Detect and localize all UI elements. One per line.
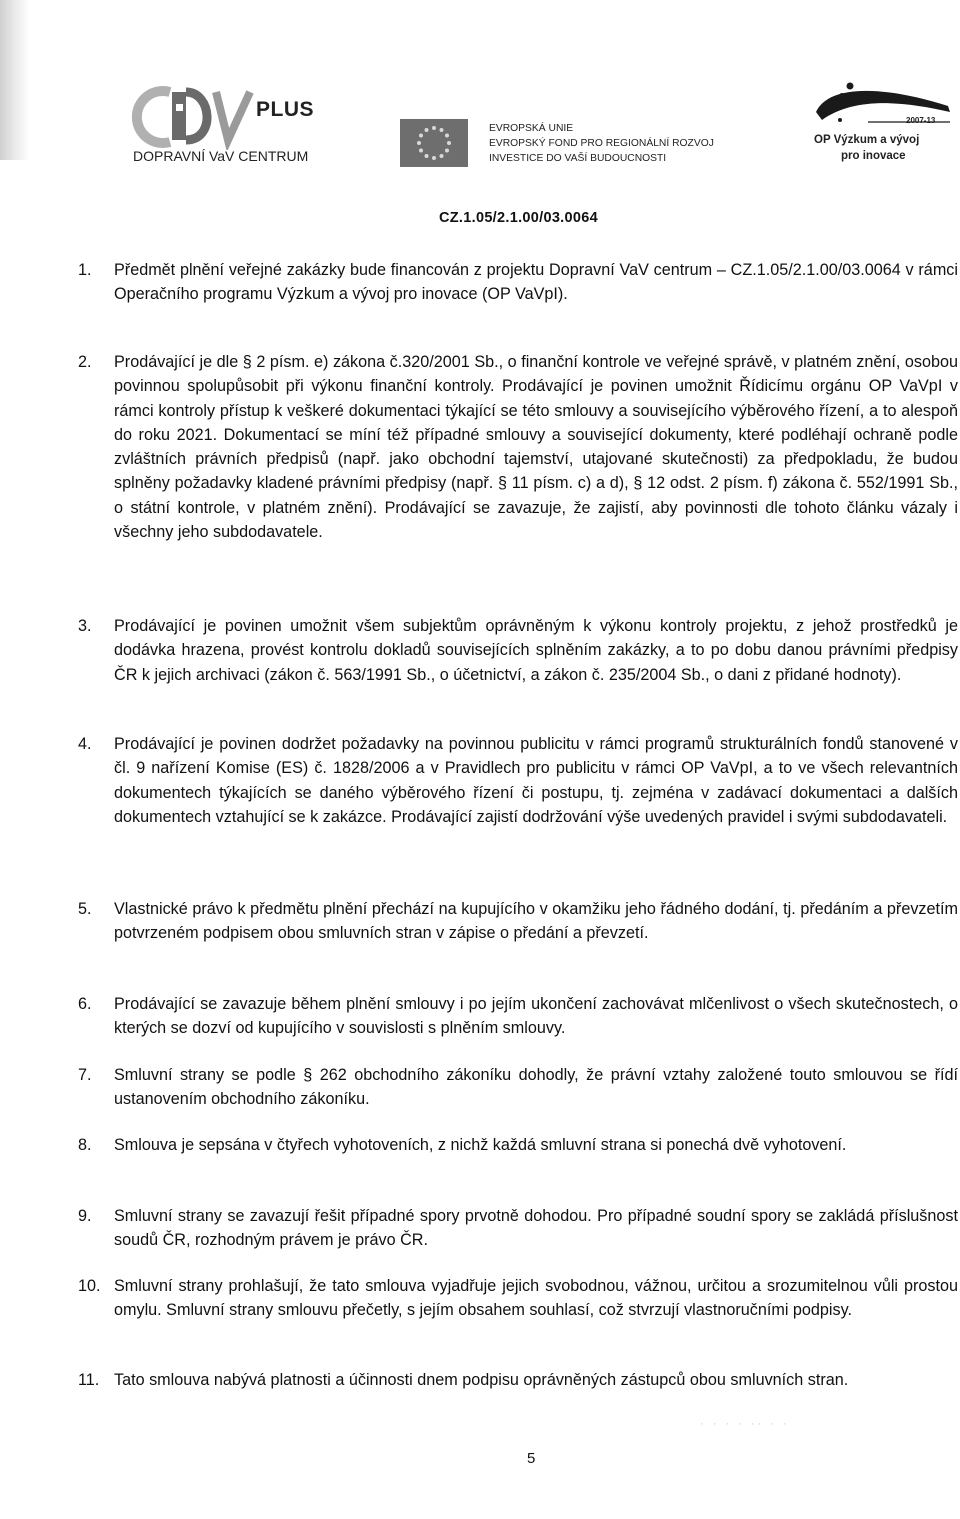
clause-9 [78, 1204, 958, 1253]
clause-text: Smluvní strany prohlašují, že tato smlouva vyjadřuje jejich svobodnou, vážnou, určitou a srozumitelnou vůli prostou omylu. Smluvní strany smlouvu přečetly, s jejím obsahem souhlasí, což stvrzují vlastnoručními podpisy. [114, 1277, 958, 1320]
clause-number: 10. [78, 1277, 101, 1295]
clause-text: Prodávající je povinen umožnit všem subjektům oprávněným k výkonu kontroly projektu, z jehož prostředků je dodávka hrazena, provést kontrolu dokladů souvisejících splněním zakázky, a to po dobu danou právními předpisy ČR k jejich archivaci (zákon č. 563/1991 Sb., o účetnictví, a zákon č. 235/2004 Sb., o dani z přidané hodnoty). [114, 617, 958, 684]
clause-text: Prodávající je dle § 2 písm. e) zákona č.320/2001 Sb., o finanční kontrole ve veřejné správě, v platném znění, osobou povinnou spolupůsobit při výkonu finanční kontroly. Prodávající je povinen umožnit Řídicímu orgánu OP VaVpI v rámci kontroly přístup k veškeré dokumentaci týkající se této smlouvy a souvisejícího výběrového řízení, a to alespoň do roku 2021. Dokumentací se míní též případné smlouvy a související dokumenty, které podléhají ochraně podle zvláštních právních předpisů (např. jako obchodní tajemství, utajované skutečnosti) za předpokladu, že budou splněny požadavky kladené právními předpisy (např. § 11 písm. c) a d), § 12 odst. 2 písm. f) zákona č. 552/1991 Sb., o státní kontrole, v platném znění). Prodávající se zavazuje, že zajistí, aby povinnosti dle tohoto článku vázaly i všechny jeho subdodavatele. [114, 353, 958, 542]
clause-text: Smluvní strany se zavazují řešit případné spory prvotně dohodou. Pro případné soudní spory se zakládá příslušnost soudů ČR, rozhodným právem je právo ČR. [114, 1207, 958, 1250]
eu-line-1: EVROPSKÁ UNIE [489, 123, 574, 134]
clause-11 [78, 1368, 958, 1392]
clause-number: 8. [78, 1136, 92, 1154]
clause-text: Prodávající se zavazuje během plnění smlouvy i po jejím ukončení zachovávat mlčenlivost o všech skutečnostech, o kterých se dozví od kupujícího v souvislosti s plněním smlouvy. [114, 995, 958, 1038]
clause-6 [78, 992, 958, 1041]
dv-logo-name: DOPRAVNÍ VaV CENTRUM [133, 148, 309, 164]
clause-2 [78, 350, 958, 544]
dv-logo-mark-icon [130, 80, 260, 150]
dv-logo-plus: PLUS [256, 98, 315, 121]
registration-number: CZ.1.05/2.1.00/03.0064 [439, 210, 598, 226]
clause-10 [78, 1274, 958, 1323]
clause-3 [78, 614, 958, 687]
scan-edge-shadow [0, 0, 30, 160]
scan-noise: · · · · ·· · · [700, 1418, 790, 1430]
clause-text: Tato smlouva nabývá platnosti a účinnosti dnem podpisu oprávněných zástupců obou smluvních stran. [114, 1371, 849, 1389]
clause-number: 7. [78, 1066, 92, 1084]
clause-7 [78, 1063, 958, 1112]
op-vavpi-logo [808, 76, 958, 172]
clause-text: Smlouva je sepsána v čtyřech vyhotoveních, z nichž každá smluvní strana si ponechá dvě vyhotovení. [114, 1136, 847, 1154]
op-logo-year: 2007-13 [906, 116, 936, 125]
clause-text: Smluvní strany se podle § 262 obchodního zákoníku dohodly, že právní vztahy založené touto smlouvou se řídí ustanovením obchodního zákoníku. [114, 1066, 958, 1109]
op-logo-line-1: OP Výzkum a vývoj [814, 134, 920, 146]
clause-4 [78, 732, 958, 829]
clause-number: 9. [78, 1207, 92, 1225]
clause-8 [78, 1133, 958, 1157]
clause-number: 2. [78, 353, 92, 371]
clause-number: 6. [78, 995, 92, 1013]
clause-number: 4. [78, 735, 92, 753]
page-number: 5 [527, 1450, 536, 1467]
clause-number: 11. [78, 1371, 100, 1389]
eu-line-3: INVESTICE DO VAŠÍ BUDOUCNOSTI [489, 153, 667, 164]
clause-5 [78, 897, 958, 946]
eu-line-2: EVROPSKÝ FOND PRO REGIONÁLNÍ ROZVOJ [489, 138, 714, 149]
clause-text: Prodávající je povinen dodržet požadavky na povinnou publicitu v rámci programů strukturálních fondů stanovené v čl. 9 nařízení Komise (ES) č. 1828/2006 a v Pravidlech pro publicitu v rámci OP VaVpI, a to ve všech relevantních dokumentech týkajících se daného výběrového řízení či postupu, tj. zejména v zadávací dokumentaci a dalších dokumentech vztahující se k zakázce. Prodávající zajistí dodržování výše uvedených pravidel i svými subdodavateli. [114, 735, 958, 826]
clause-number: 5. [78, 900, 92, 918]
clause-1 [78, 258, 958, 307]
eu-flag-icon [400, 119, 468, 167]
op-logo-line-2: pro inovace [841, 150, 906, 162]
clause-number: 1. [78, 261, 92, 279]
eu-text-block [489, 121, 714, 166]
clause-text: Předmět plnění veřejné zakázky bude financován z projektu Dopravní VaV centrum – CZ.1.05/2.1.00/03.0064 v rámci Operačního programu Výzkum a vývoj pro inovace (OP VaVpI). [114, 261, 958, 304]
clause-text: Vlastnické právo k předmětu plnění přechází na kupujícího v okamžiku jeho řádného dodání, tj. předáním a převzetím potvrzeném podpisem obou smluvních stran v zápise o předání a převzetí. [114, 900, 958, 943]
dopravni-vav-centrum-logo [130, 80, 330, 170]
clause-number: 3. [78, 617, 92, 635]
op-logo-swoosh-icon [808, 76, 958, 136]
